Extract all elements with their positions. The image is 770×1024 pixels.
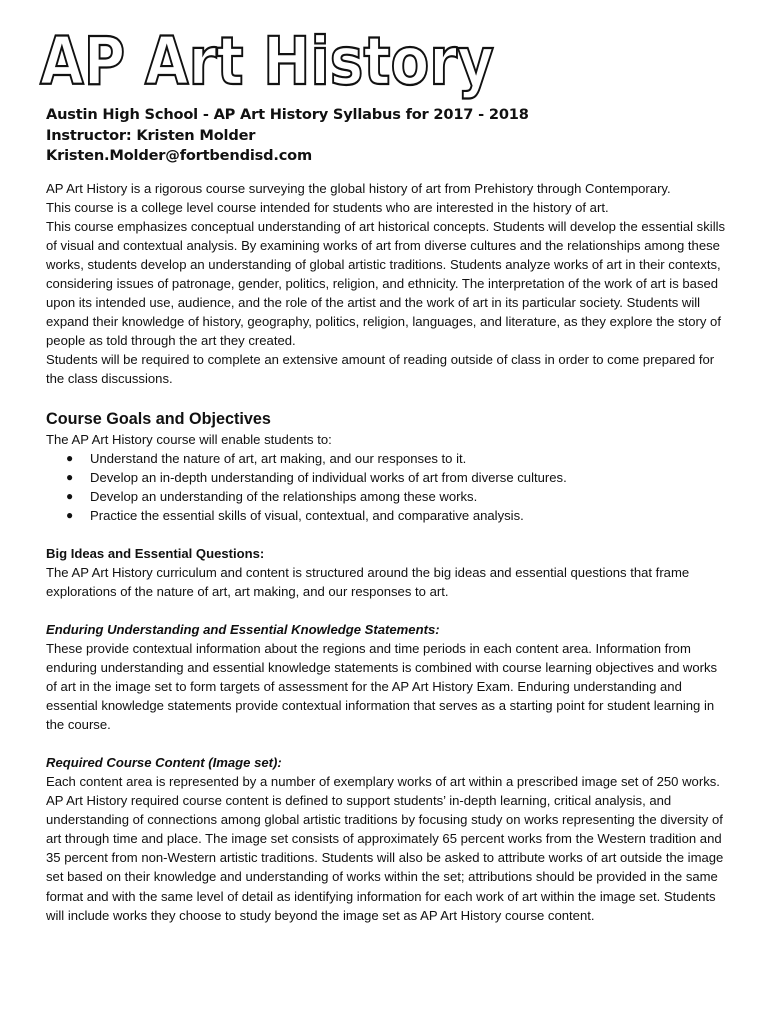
bullet-icon: ● [66,488,74,503]
big-ideas-heading: Big Ideas and Essential Questions: [46,545,265,561]
goals-heading: Course Goals and Objectives [46,409,271,428]
school-line: Austin High School - AP Art History Syllabus for 2017 - 2018 [46,106,529,123]
intro-paragraph: Students will be required to complete an extensive amount of reading outside of class in order to come prepared for the class discussions. [46,352,715,387]
enduring-heading: Enduring Understanding and Essential Knowledge Statements: [46,621,440,637]
intro-paragraph: This course emphasizes conceptual understanding of art historical concepts. Students will develop the essential skills of visual and contextual analysis. By examining works of art from diverse cultures and the relationships among these works, students develop an understanding of global artistic traditions. Students analyze works of art in their contexts, considering issues of patronage, gender, politics, religion, and ethnicity. The interpretation of the work of art is based upon its intended use, audience, and the role of the artist and the work of art in its particular society. Students will expand their knowledge of history, geography, politics, religion, languages, and literature, as they explore the story of people as told through the art they created. [46,219,726,349]
bullet-icon: ● [66,469,74,484]
goals-list [46,449,726,525]
list-item: ● Develop an understanding of the relationships among these works. [46,487,726,506]
list-item: ● Practice the essential skills of visual, contextual, and comparative analysis. [46,506,726,525]
required-content-heading: Required Course Content (Image set): [46,755,282,771]
instructor-line: Instructor: Kristen Molder [46,126,256,144]
syllabus-body [46,179,726,925]
goals-lead: The AP Art History course will enable students to: [46,431,332,447]
intro-paragraph: AP Art History is a rigorous course surveying the global history of art from Prehistory through Contemporary. [46,181,671,196]
list-item: ● Develop an in-depth understanding of individual works of art from diverse cultures. [46,468,726,487]
page-title-text: AP Art History [40,23,494,100]
bullet-icon: ● [66,450,74,465]
enduring-body: These provide contextual information about the regions and time periods in each content area. Information from enduring understanding and essential knowledge statements is combined with course learning objectives and works of art in the image set to form targets of assessment for the AP Art History Exam. Enduring understanding and essential knowledge statements provide contextual information that serves as a starting point for student learning in the course. [46,640,718,733]
list-item: ● Understand the nature of art, art making, and our responses to it. [46,449,726,468]
syllabus-header [46,105,726,167]
intro-paragraph: This course is a college level course intended for students who are interested in the history of art. [46,200,609,216]
big-ideas-body: The AP Art History curriculum and content is structured around the big ideas and essential questions that frame explorations of the nature of art, art making, and our responses to art. [46,564,690,599]
page-title [38,20,508,100]
required-content-body: Each content area is represented by a number of exemplary works of art within a prescribed image set of 250 works. AP Art History required course content is defined to support students’ in-depth learning, critical analysis, and understanding of connections among global artistic traditions by focusing study on works representing the diversity of art through time and place. The image set consists of approximately 65 percent works from the Western tradition and 35 percent from non-Western artistic traditions. Students will also be asked to attribute works of art outside the image set based on their knowledge and understanding of works within the set; attributions should be provided in the same format and with the same level of detail as identifying information for each work of art within the image set. Students will include works they choose to study beyond the image set as AP Art History course content. [46,774,724,923]
bullet-icon: ● [66,507,74,522]
instructor-email: Kristen.Molder@fortbendisd.com [46,147,312,164]
